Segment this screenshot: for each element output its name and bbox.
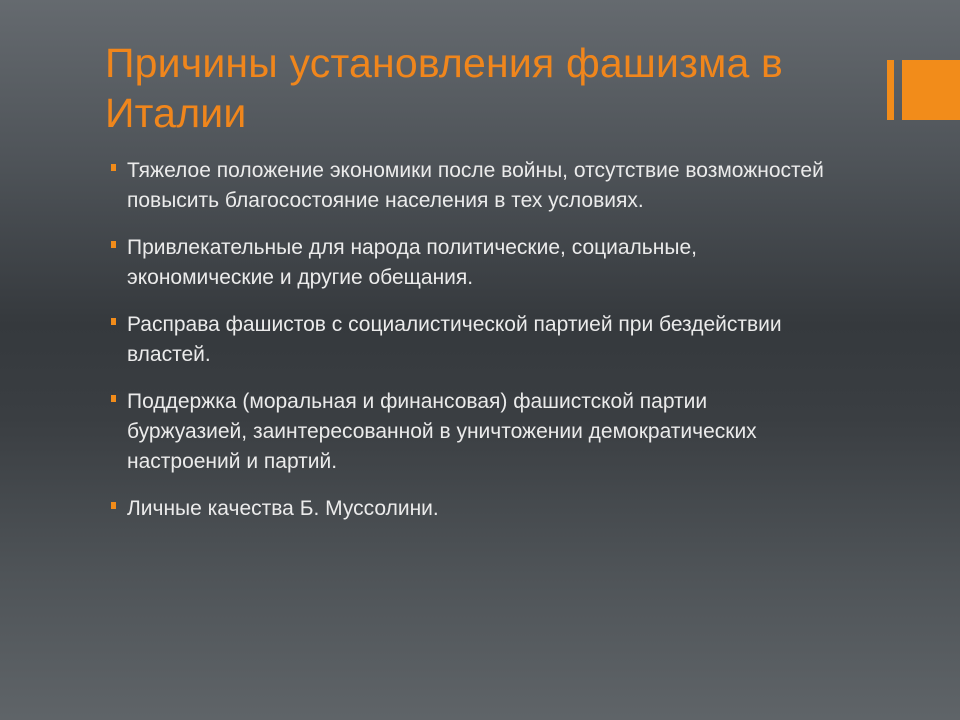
bullet-text: Личные качества Б. Муссолини.	[127, 497, 439, 520]
bullet-text: Поддержка (моральная и финансовая) фашистской партии буржуазией, заинтересованной в уничтожении демократических настроений и партий.	[127, 390, 757, 473]
accent-bar-thick	[902, 60, 960, 120]
bullet-marker-icon	[111, 395, 116, 402]
bullet-item	[108, 233, 828, 293]
bullet-marker-icon	[111, 241, 116, 248]
bullet-item	[108, 387, 828, 477]
bullet-marker-icon	[111, 502, 116, 509]
bullet-item	[108, 494, 828, 524]
bullet-marker-icon	[111, 164, 116, 171]
bullet-text: Привлекательные для народа политические, социальные, экономические и другие обещания.	[127, 236, 697, 289]
bullet-text: Расправа фашистов с социалистической партией при бездействии властей.	[127, 313, 782, 366]
bullet-item	[108, 310, 828, 370]
bullet-text: Тяжелое положение экономики после войны, отсутствие возможностей повысить благосостояние населения в тех условиях.	[127, 159, 824, 212]
bullet-marker-icon	[111, 318, 116, 325]
accent-bar-thin	[887, 60, 894, 120]
bullet-item	[108, 156, 828, 216]
slide-title: Причины установления фашизма в Италии	[105, 40, 784, 136]
bullet-list	[108, 156, 828, 541]
